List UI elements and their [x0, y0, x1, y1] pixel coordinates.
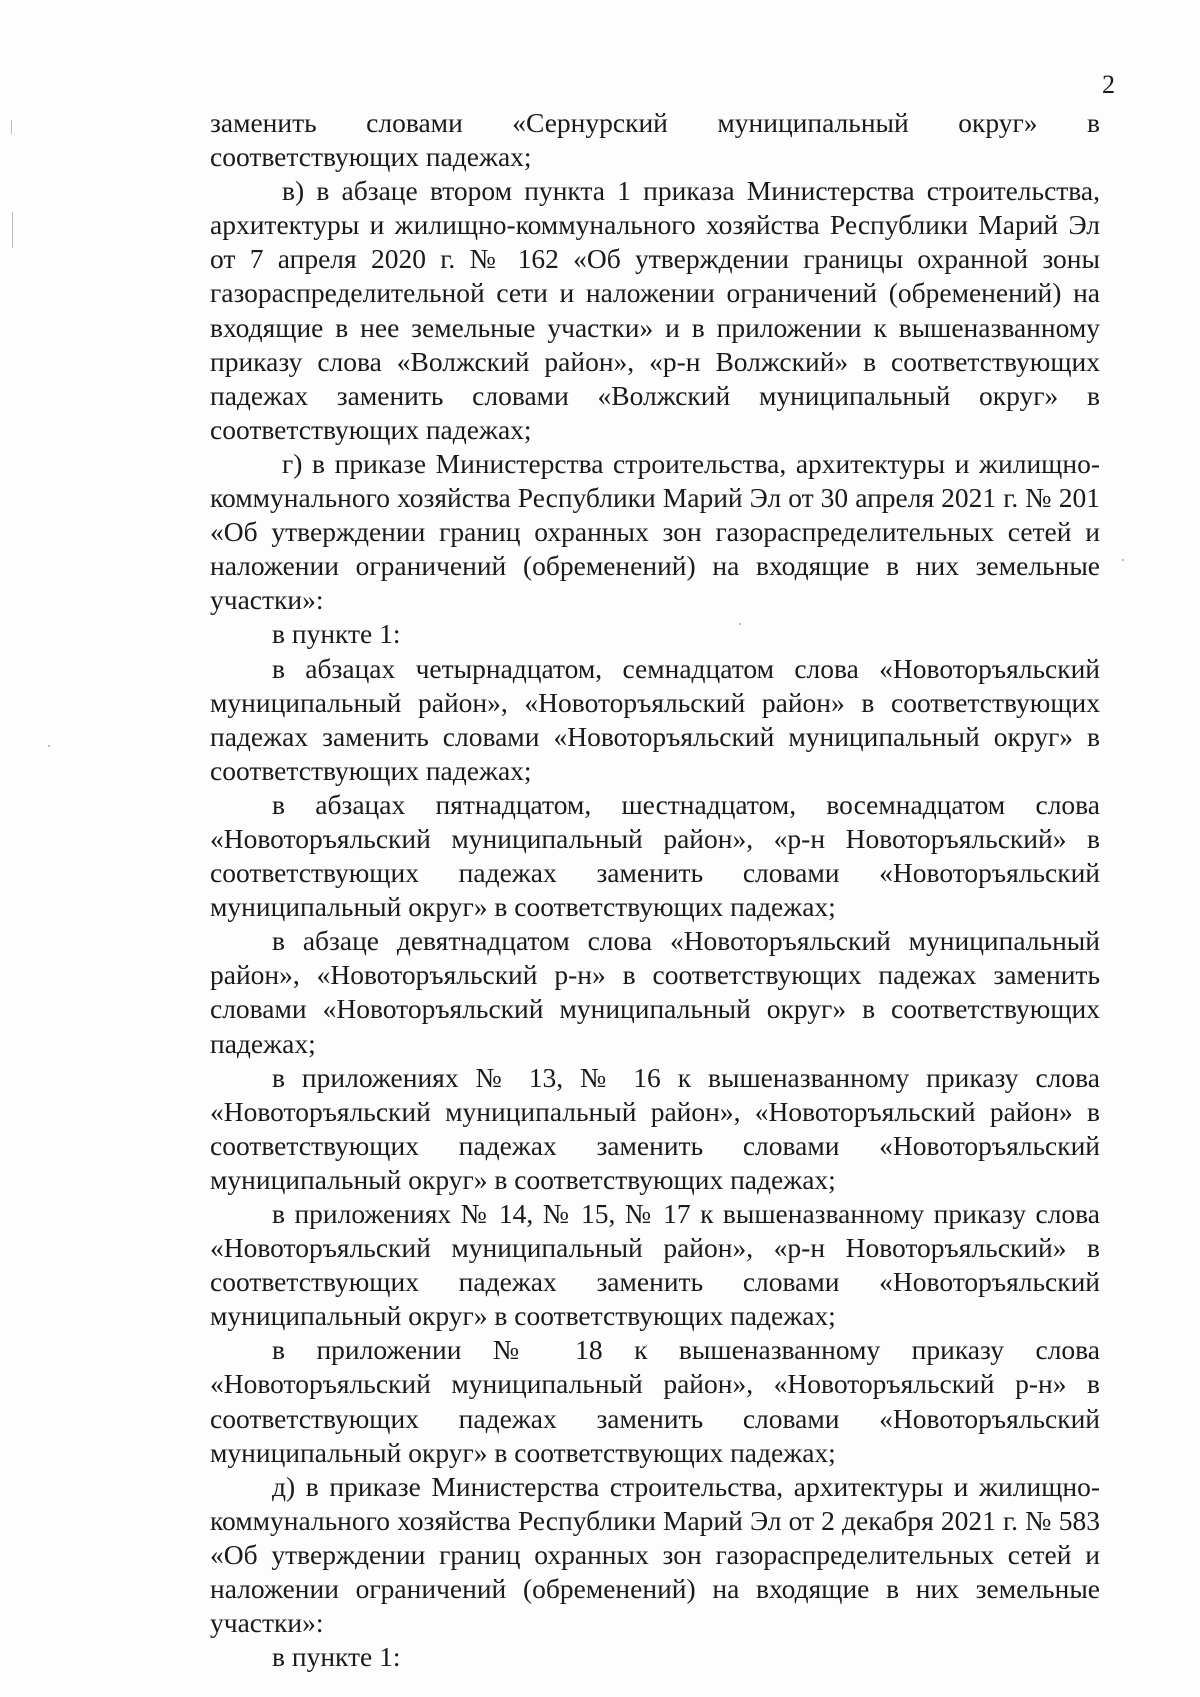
- paragraph-continuation: заменить словами «Сернурский муниципальный округ» в соответствующих падежах;: [210, 107, 1100, 173]
- paragraph-appendix-14-15-17: в приложениях № 14, № 15, № 17 к вышеназванному приказу слова «Новоторъяльский муниципальный район», «р-н Новоторъяльский» в соответствующих падежах заменить словами «Новоторъяльский муниципальный округ» в соответствующих падежах;: [210, 1198, 1100, 1332]
- scan-artifact: [12, 212, 13, 248]
- paragraph-abzac-15-16-18: в абзацах пятнадцатом, шестнадцатом, восемнадцатом слова «Новоторъяльский муниципальный район», «р-н Новоторъяльский» в соответствующих падежах заменить словами «Новоторъяльский муниципальный округ» в соответствующих падежах;: [210, 788, 1100, 923]
- paragraph-item-g: г) в приказе Министерства строительства, архитектуры и жилищно-коммунального хозяйства Республики Марий Эл от 30 апреля 2021 г. № 201 «Об утверждении границ охранных зон газораспределительных сетей и наложении ограничений (обременений) на входящие в них земельные участки»:: [210, 447, 1100, 616]
- paragraph-abzac-19: в абзаце девятнадцатом слова «Новоторъяльский муниципальный район», «Новоторъяльский р-н» в соответствующих падежах заменить словами «Новоторъяльский муниципальный округ» в соответствующих падежах;: [210, 925, 1100, 1059]
- paragraph-item-d: д) в приказе Министерства строительства, архитектуры и жилищно-коммунального хозяйства Республики Марий Эл от 2 декабря 2021 г. № 583 «Об утверждении границ охранных зон газораспределительных сетей и наложении ограничений (обременений) на входящие в них земельные участки»:: [210, 1470, 1100, 1639]
- scan-artifact: [48, 745, 50, 747]
- paragraph-abzac-14-17: в абзацах четырнадцатом, семнадцатом слова «Новоторъяльский муниципальный район», «Новоторъяльский район» в соответствующих падежах заменить словами «Новоторъяльский муниципальный округ» в соответствующих падежах;: [210, 652, 1100, 786]
- paragraph-item-v: в) в абзаце втором пункта 1 приказа Министерства строительства, архитектуры и жилищно-коммунального хозяйства Республики Марий Эл от 7 апреля 2020 г. № 162 «Об утверждении границы охранной зоны газораспределительной сети и наложении ограничений (обременений) на входящие в нее земельные участки» и в приложении к вышеназванному приказу слова «Волжский район», «р-н Волжский» в соответствующих падежах заменить словами «Волжский муниципальный округ» в соответствующих падежах;: [210, 175, 1100, 445]
- scan-artifact: [1122, 559, 1124, 561]
- scan-artifact: [11, 120, 12, 134]
- paragraph-appendix-18: в приложении № 18 к вышеназванному приказу слова «Новоторъяльский муниципальный район», «Новоторъяльский р-н» в соответствующих падежах заменить словами «Новоторъяльский муниципальный округ» в соответствующих падежах;: [210, 1334, 1100, 1468]
- paragraph-appendix-13-16: в приложениях № 13, № 16 к вышеназванному приказу слова «Новоторъяльский муниципальный район», «Новоторъяльский район» в соответствующих падежах заменить словами «Новоторъяльский муниципальный округ» в соответствующих падежах;: [210, 1061, 1100, 1195]
- paragraph-point-1: в пункте 1:: [272, 618, 401, 650]
- document-body: [210, 106, 1100, 1674]
- page-number: 2: [1102, 70, 1115, 99]
- paragraph-point-1-end: в пункте 1:: [272, 1641, 401, 1673]
